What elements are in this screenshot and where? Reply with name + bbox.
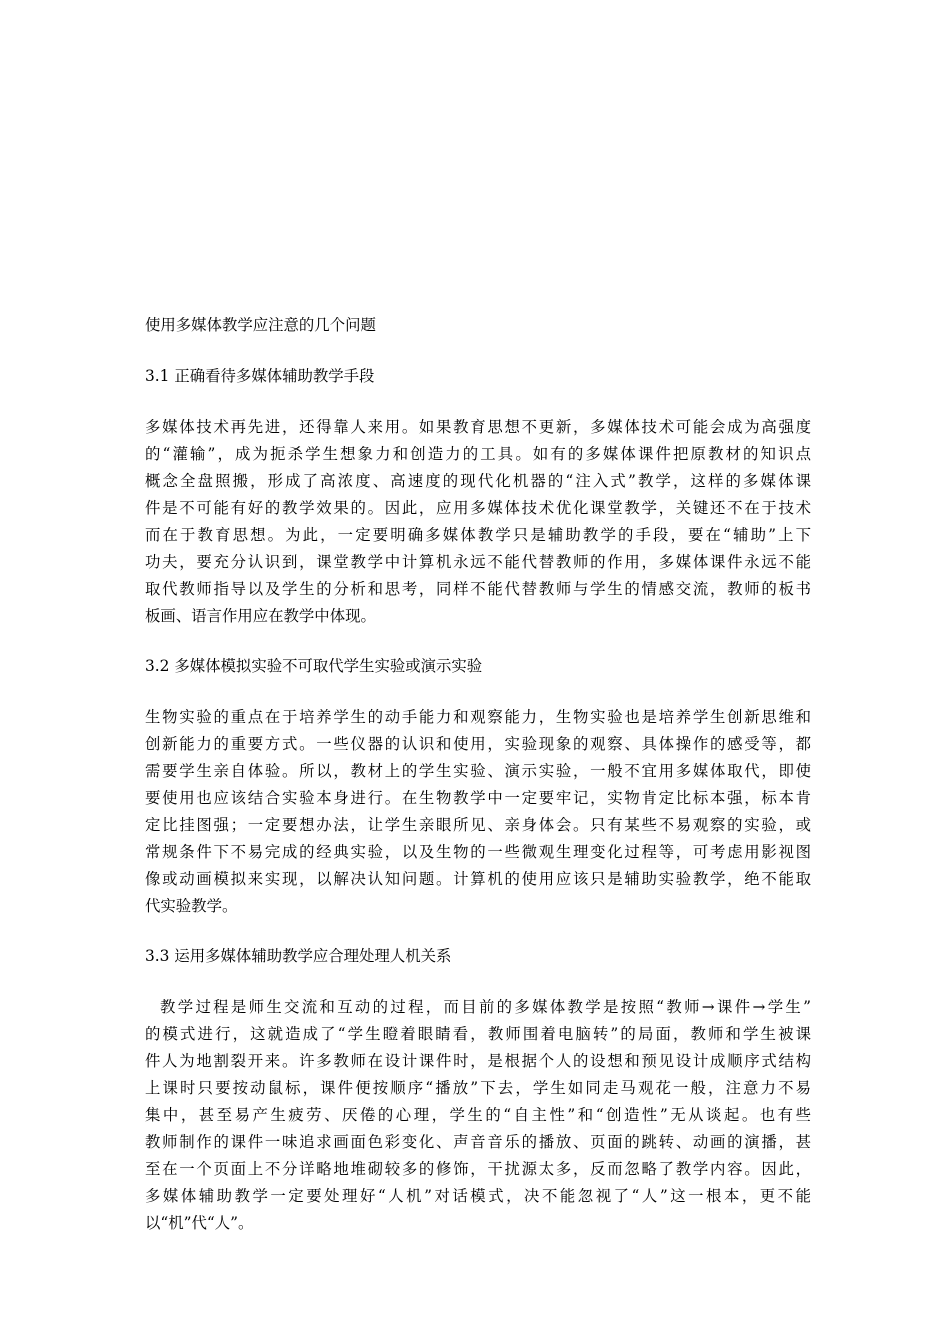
paragraph-line: 以“机”代“人”。: [145, 1214, 254, 1232]
paragraph-line: 板画、语言作用应在教学中体现。: [145, 607, 376, 625]
paragraph-line: 概念全盘照搬，形成了高浓度、高速度的现代化机器的“注入式”教学，这样的多媒体课: [145, 472, 811, 490]
paragraph-line: 创新能力的重要方式。一些仪器的认识和使用，实验现象的观察、具体操作的感受等，都: [145, 735, 811, 753]
paragraph-line: 多媒体辅助教学一定要处理好“人机”对话模式，决不能忽视了“人”这一根本，更不能: [145, 1187, 811, 1205]
paragraph-line: 定比挂图强；一定要想办法，让学生亲眼所见、亲身体会。只有某些不易观察的实验，或: [145, 816, 811, 834]
paragraph-line: 件是不可能有好的教学效果的。因此，应用多媒体技术优化课堂教学，关键还不在于技术: [145, 499, 811, 517]
paragraph-line: 教师制作的课件一味追求画面色彩变化、声音音乐的播放、页面的跳转、动画的演播，甚: [145, 1133, 811, 1151]
paragraph-line: 的模式进行，这就造成了“学生瞪着眼睛看，教师围着电脑转”的局面，教师和学生被课: [145, 1025, 811, 1043]
paragraph-line: 件人为地割裂开来。许多教师在设计课件时，是根据个人的设想和预见设计成顺序式结构: [145, 1052, 811, 1070]
paragraph-line: 多媒体技术再先进，还得靠人来用。如果教育思想不更新，多媒体技术可能会成为高强度: [145, 418, 811, 436]
paragraph-line: 代实验教学。: [145, 897, 238, 915]
paragraph-line: 生物实验的重点在于培养学生的动手能力和观察能力，生物实验也是培养学生创新思维和: [145, 708, 811, 726]
paragraph: [145, 994, 811, 1237]
paragraph-line: 而在于教育思想。为此，一定要明确多媒体教学只是辅助教学的手段，要在“辅助”上下: [145, 526, 811, 544]
document-page: [145, 312, 811, 1260]
paragraph-line: 至在一个页面上不分详略地堆砌较多的修饰，干扰源太多，反而忽略了教学内容。因此，: [145, 1160, 811, 1178]
paragraph-line: 需要学生亲自体验。所以，教材上的学生实验、演示实验，一般不宜用多媒体取代，即使: [145, 762, 811, 780]
paragraph-line: 取代教师指导以及学生的分析和思考，同样不能代替教师与学生的情感交流，教师的板书: [145, 580, 811, 598]
paragraph-line: 上课时只要按动鼠标，课件便按顺序“播放”下去，学生如同走马观花一般，注意力不易: [145, 1079, 811, 1097]
paragraph-line: 集中，甚至易产生疲劳、厌倦的心理，学生的“自主性”和“创造性”无从谈起。也有些: [145, 1106, 811, 1124]
document-title: 使用多媒体教学应注意的几个问题: [145, 316, 376, 334]
paragraph-line: 常规条件下不易完成的经典实验，以及生物的一些微观生理变化过程等，可考虑用影视图: [145, 843, 811, 861]
paragraph: [145, 414, 811, 630]
paragraph-line: 教学过程是师生交流和互动的过程，而目前的多媒体教学是按照“教师→课件→学生”: [160, 998, 811, 1016]
paragraph-line: 的“灌输”，成为扼杀学生想象力和创造力的工具。如有的多媒体课件把原教材的知识点: [145, 445, 811, 463]
section-heading: 3.2 多媒体模拟实验不可取代学生实验或演示实验: [145, 657, 483, 675]
paragraph-line: 像或动画模拟来实现，以解决认知问题。计算机的使用应该只是辅助实验教学，绝不能取: [145, 870, 811, 888]
section-heading: 3.3 运用多媒体辅助教学应合理处理人机关系: [145, 947, 452, 965]
paragraph: [145, 704, 811, 920]
section-heading: 3.1 正确看待多媒体辅助教学手段: [145, 367, 375, 385]
paragraph-line: 功夫，要充分认识到，课堂教学中计算机永远不能代替教师的作用，多媒体课件永远不能: [145, 553, 811, 571]
paragraph-line: 要使用也应该结合实验本身进行。在生物教学中一定要牢记，实物肯定比标本强，标本肯: [145, 789, 811, 807]
